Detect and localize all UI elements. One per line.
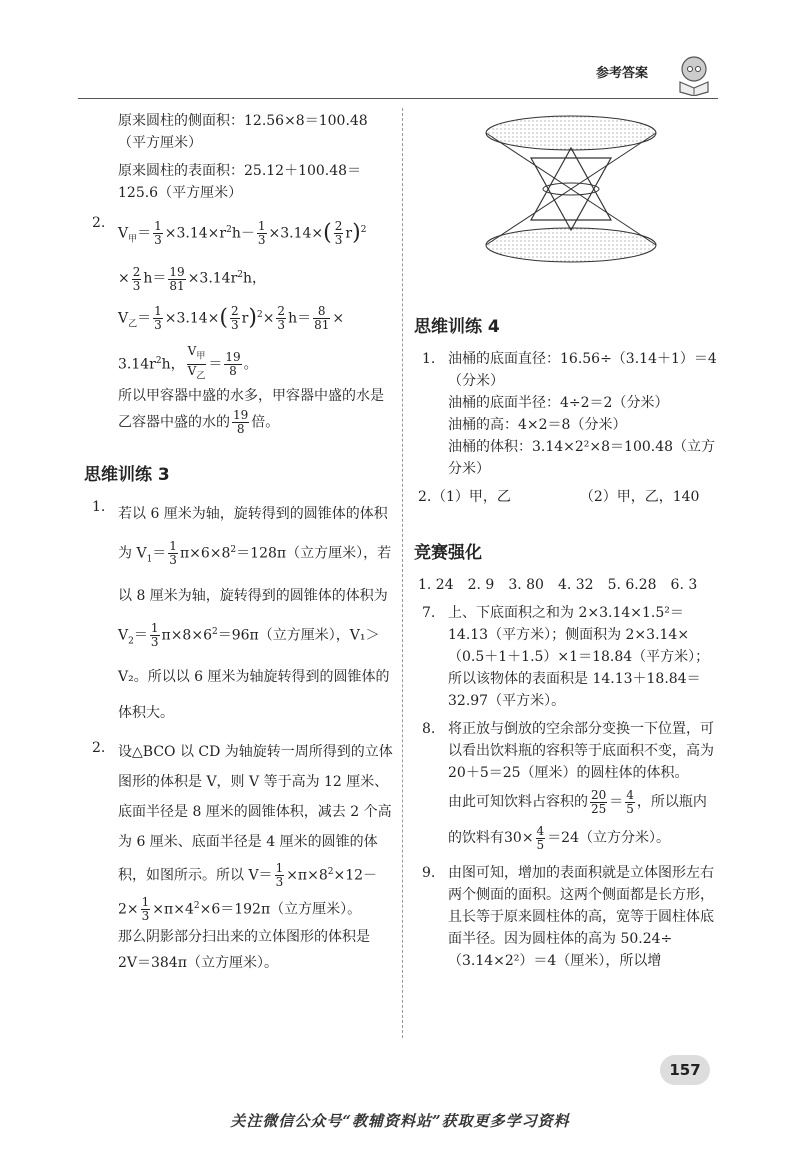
s4-q2-number: 2. bbox=[418, 489, 432, 505]
s3-q2-text: 设△BCO 以 CD 为轴旋转一周所得到的立体图形的体积是 V，则 V 等于高为 12 厘米、底面半径是 8 厘米的圆锥体积，减去 2 个高为 6 厘米、底面半径是 4 厘米的圆锥的体积，如图所示。所以 V＝ $\frac{1}{3}$ $\times\pi\times 8^2\times 12-2\times$ $\frac{1}{3}$ $\times\pi\times 4^2\times 6=192\pi$（立方厘米）。 bbox=[118, 744, 393, 923]
header-rule bbox=[78, 98, 718, 99]
s3-q2-conclusion: 那么阴影部分扫出来的立体图形的体积是 2V＝384π（立方厘米）。 bbox=[118, 929, 370, 972]
section-title-s4: 思维训练 4 bbox=[414, 317, 500, 337]
formula-v-yi: $V_乙=$ $\frac{1}{3}$ ×3.14×( $\frac{2}{3}$ r)$^2$× $\frac{2}{3}$ h＝ $\frac{8}{81}$ × bbox=[118, 304, 345, 333]
s4-q2-block bbox=[418, 486, 718, 508]
comp-q8-number: 8. bbox=[422, 721, 436, 737]
comp-q8-text-a: 将正放与倒放的空余部分变换一下位置，可以看出饮料瓶的容积等于底面积不变，高为 20＋5＝25（厘米）的圆柱体的体积。 bbox=[448, 721, 714, 781]
comp-q9-block bbox=[418, 862, 718, 972]
comp-q9-number: 9. bbox=[422, 865, 436, 881]
formula-v-jia: $V_甲=$ $\frac{1}{3}$ $\times 3.14\times r^2h-$ $\frac{1}{3}$ ×3.14×( $\frac{2}{3}$ r)$^2$ bbox=[118, 219, 367, 248]
right-column bbox=[414, 110, 718, 978]
header-label: 参考答案 bbox=[596, 66, 649, 81]
comp-q9-text: 由图可知，增加的表面积就是立体图形左右两个侧面的面积。这两个侧面都是长方形，且长等于原来圆柱体的高，宽等于圆柱体底面半径。因为圆柱体的高为 50.24÷（3.14×2²）＝4（厘米），所以增 bbox=[448, 865, 714, 969]
s4-q1-line1: 油桶的底面直径：16.56÷（3.14＋1）＝4（分米） bbox=[448, 351, 717, 389]
s3-q2-number: 2. bbox=[92, 740, 106, 757]
footer-note: 关注微信公众号“教辅资料站”获取更多学习资料 bbox=[230, 1112, 570, 1130]
s4-q1-block bbox=[418, 348, 718, 480]
intro-line-1: 原来圆柱的侧面积：12.56×8＝100.48（平方厘米） bbox=[118, 113, 368, 151]
comp-answers-1-6: 1. 24 2. 9 3. 80 4. 32 5. 6.28 6. 3 bbox=[418, 577, 698, 593]
formula-v-jia-cont: × $\frac{2}{3}$ h＝ $\frac{19}{81}$ $\times 3.14r^2h$， bbox=[118, 264, 267, 293]
s4-q1-line4: 油桶的体积：3.14×2²×8＝100.48（立方分米） bbox=[448, 439, 716, 477]
s4-q1-line3: 油桶的高：4×2＝8（分米） bbox=[448, 417, 627, 433]
q2-number: 2. bbox=[92, 215, 106, 231]
comp-q8-text-c: 的饮料有30× $\frac{4}{5}$ ＝24（立方分米）。 bbox=[448, 823, 671, 852]
s3-q2-block bbox=[88, 737, 393, 976]
section-title-comp: 竞赛强化 bbox=[414, 543, 482, 563]
mascot-reading-icon bbox=[672, 52, 716, 96]
formula-ratio: $3.14r^2h$， $\frac{V_甲}{V_乙}$ ＝ $\frac{19}{8}$ 。 bbox=[118, 344, 258, 382]
s4-q2-b: （2）甲，乙，140 bbox=[579, 489, 700, 505]
s3-q1-text: 若以 6 厘米为轴，旋转得到的圆锥体的体积为 $V_1=$ $\frac{1}{3}$ $\pi\times 6\times 8^2=128\pi$（立方厘米），若以 8 厘米为轴，旋转得到的圆锥体的体积为 $V_2=$ $\frac{1}{3}$ $\pi\times 8\times 6^2=96\pi$（立方厘米），V₁＞V₂。所以以 6 厘米为轴旋转得到的圆锥体的体积大。 bbox=[118, 506, 392, 722]
comp-q7-text: 上、下底面积之和为 2×3.14×1.5²＝14.13（平方米）；侧面积为 2×3.14×（0.5＋1＋1.5）×1＝18.84（平方米）；所以该物体的表面积是 14.13＋18.84＝32.97（平方米）。 bbox=[448, 605, 710, 709]
s4-q2-a: （1）甲，乙 bbox=[432, 489, 511, 505]
comp-q7-number: 7. bbox=[422, 605, 436, 621]
s4-q1-line2: 油桶的底面半径：4÷2＝2（分米） bbox=[448, 395, 669, 411]
comp-q8-text-b: 由此可知饮料占容积的 $\frac{20}{25}$ ＝ $\frac{4}{5}$ ，所以瓶内 bbox=[448, 787, 707, 816]
q2-block bbox=[88, 212, 393, 436]
s3-q1-number: 1. bbox=[92, 499, 106, 516]
page-number: 157 bbox=[660, 1055, 710, 1085]
intro-line-2: 原来圆柱的表面积：25.12＋100.48＝125.6（平方厘米） bbox=[118, 163, 362, 201]
comp-q7-block bbox=[418, 602, 718, 712]
comp-q8-block bbox=[418, 718, 718, 856]
section-title-s3: 思维训练 3 bbox=[84, 465, 170, 486]
q2-conclusion: 所以甲容器中盛的水多，甲容器中盛的水是乙容器中盛的水的 $\frac{19}{8}$ 倍。 bbox=[118, 388, 384, 437]
s3-q1-block bbox=[88, 496, 393, 731]
left-column bbox=[84, 110, 393, 982]
column-divider bbox=[402, 108, 403, 1038]
s4-q1-number: 1. bbox=[422, 351, 436, 367]
